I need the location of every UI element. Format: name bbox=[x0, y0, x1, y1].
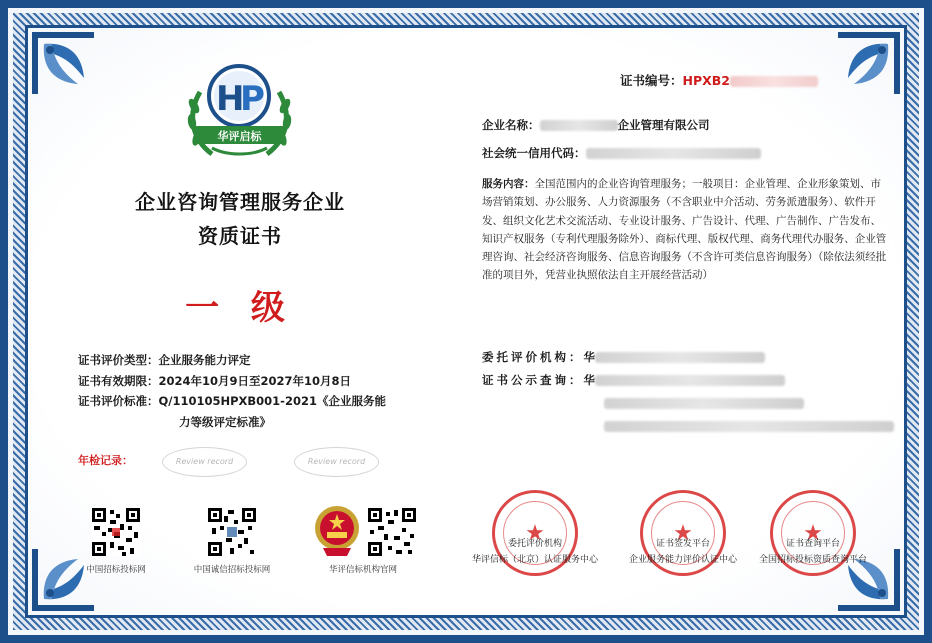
company-name-label: 企业名称： bbox=[482, 118, 540, 132]
qr-code-1[interactable] bbox=[92, 508, 140, 556]
certificate-title bbox=[90, 185, 390, 253]
cert-number-label: 证书编号： bbox=[620, 73, 683, 88]
evaluation-type-row bbox=[78, 350, 386, 371]
qr-code-icon bbox=[368, 508, 416, 556]
redacted-query-site-2 bbox=[604, 398, 804, 409]
logo-text: 华评启标 bbox=[217, 130, 262, 143]
laurel-wreath-icon bbox=[182, 62, 297, 170]
seal-role-3: 证书查询平台 bbox=[785, 539, 840, 549]
company-name-row bbox=[482, 115, 710, 135]
seal-org-2: 企业服务能力评价认证中心 bbox=[628, 555, 737, 565]
query-row-2 bbox=[482, 392, 894, 415]
seal-star-icon: ★ bbox=[525, 521, 545, 546]
service-scope-label: 服务内容： bbox=[482, 178, 535, 190]
qr-label-1: 中国招标投标网 bbox=[86, 565, 146, 575]
national-emblem-icon bbox=[313, 504, 361, 558]
issuer-logo bbox=[182, 62, 297, 170]
svg-text:P: P bbox=[240, 79, 265, 119]
corner-ornament-bottom-left bbox=[28, 545, 98, 615]
agency-value: 华 bbox=[583, 350, 595, 364]
seal-role-1: 委托评价机构 bbox=[507, 539, 562, 549]
redacted-query-site-3 bbox=[604, 421, 894, 432]
query-label: 证书公示查询： bbox=[482, 373, 584, 387]
seal-role-2: 证书签发平台 bbox=[655, 539, 710, 549]
query-value: 华 bbox=[583, 373, 595, 387]
seal-org-1: 华评信标（北京）认证服务中心 bbox=[471, 555, 598, 565]
evaluation-type-value: 企业服务能力评定 bbox=[158, 353, 251, 367]
evaluation-type-label: 证书评价类型： bbox=[78, 353, 159, 367]
qr-code-3[interactable] bbox=[368, 508, 416, 556]
corner-ornament-top-left bbox=[28, 28, 98, 98]
company-name-suffix: 企业管理有限公司 bbox=[617, 118, 710, 132]
qr-label-3: 华评信标机构官网 bbox=[328, 565, 397, 575]
cert-number bbox=[620, 71, 818, 91]
service-scope bbox=[482, 175, 890, 285]
query-row-3 bbox=[482, 415, 894, 438]
svg-text:H: H bbox=[216, 79, 245, 119]
service-scope-text: 全国范围内的企业咨询管理服务；一般项目：企业管理、企业形象策划、市场营销策划、办公服务、人力资源服务（不含职业中介活动、劳务派遣服务）、软件开发、组织文化艺术交流活动、专业设计服务、广告设计、代理、广告制作、广告发布、知识产权服务（专利代理服务除外）、商标代理、版权代理、商务代理代办服务、企业管理咨询、社会经济咨询服务、信息咨询服务（不含许可类信息咨询服务）（除依法须经批准的项目外，凭营业执照依法自主开展经营活动） bbox=[482, 178, 887, 282]
redacted-agency-name bbox=[595, 352, 765, 363]
validity-value: 2024年10月9日至2027年10月8日 bbox=[158, 373, 352, 388]
title-line-2: 资质证书 bbox=[198, 224, 282, 248]
qr-code-icon bbox=[92, 508, 140, 556]
corner-ornament-top-right bbox=[834, 28, 904, 98]
redacted-credit-code bbox=[586, 148, 761, 159]
certificate-grade: 一 级 bbox=[185, 288, 295, 328]
standard-row-cont: 力等级评定标准》 bbox=[179, 414, 271, 429]
redacted-query-site-1 bbox=[595, 375, 785, 386]
query-row bbox=[482, 369, 894, 392]
qr-code-2[interactable] bbox=[208, 508, 256, 556]
seal-star-icon: ★ bbox=[803, 521, 823, 546]
agency-info bbox=[482, 346, 894, 438]
cert-number-value: HPXB2 bbox=[682, 73, 731, 88]
standard-label: 证书评价标准： bbox=[78, 394, 159, 408]
seal-org-3: 全国招标投标资质查询平台 bbox=[758, 555, 867, 565]
seal-star-icon: ★ bbox=[673, 521, 693, 546]
validity-row bbox=[78, 371, 386, 392]
review-stamp-1: Review record bbox=[162, 447, 247, 477]
annual-review-label: 年检记录： bbox=[78, 454, 133, 467]
credit-code-row bbox=[482, 143, 761, 163]
qr-label-2: 中国诚信招标投标网 bbox=[193, 565, 271, 575]
agency-row bbox=[482, 346, 894, 369]
qr-code-icon bbox=[208, 508, 256, 556]
redacted-cert-number bbox=[730, 76, 818, 87]
redacted-company-name bbox=[540, 120, 618, 131]
validity-label: 证书有效期限： bbox=[78, 373, 159, 388]
evaluation-info bbox=[78, 350, 386, 432]
title-line-1: 企业咨询管理服务企业 bbox=[135, 190, 345, 214]
credit-code-label: 社会统一信用代码： bbox=[482, 146, 586, 160]
standard-row bbox=[78, 391, 386, 412]
review-stamp-2: Review record bbox=[294, 447, 379, 477]
standard-value: Q/110105HPXB001-2021《企业服务能 bbox=[158, 394, 386, 408]
agency-label: 委托评价机构： bbox=[482, 350, 584, 364]
